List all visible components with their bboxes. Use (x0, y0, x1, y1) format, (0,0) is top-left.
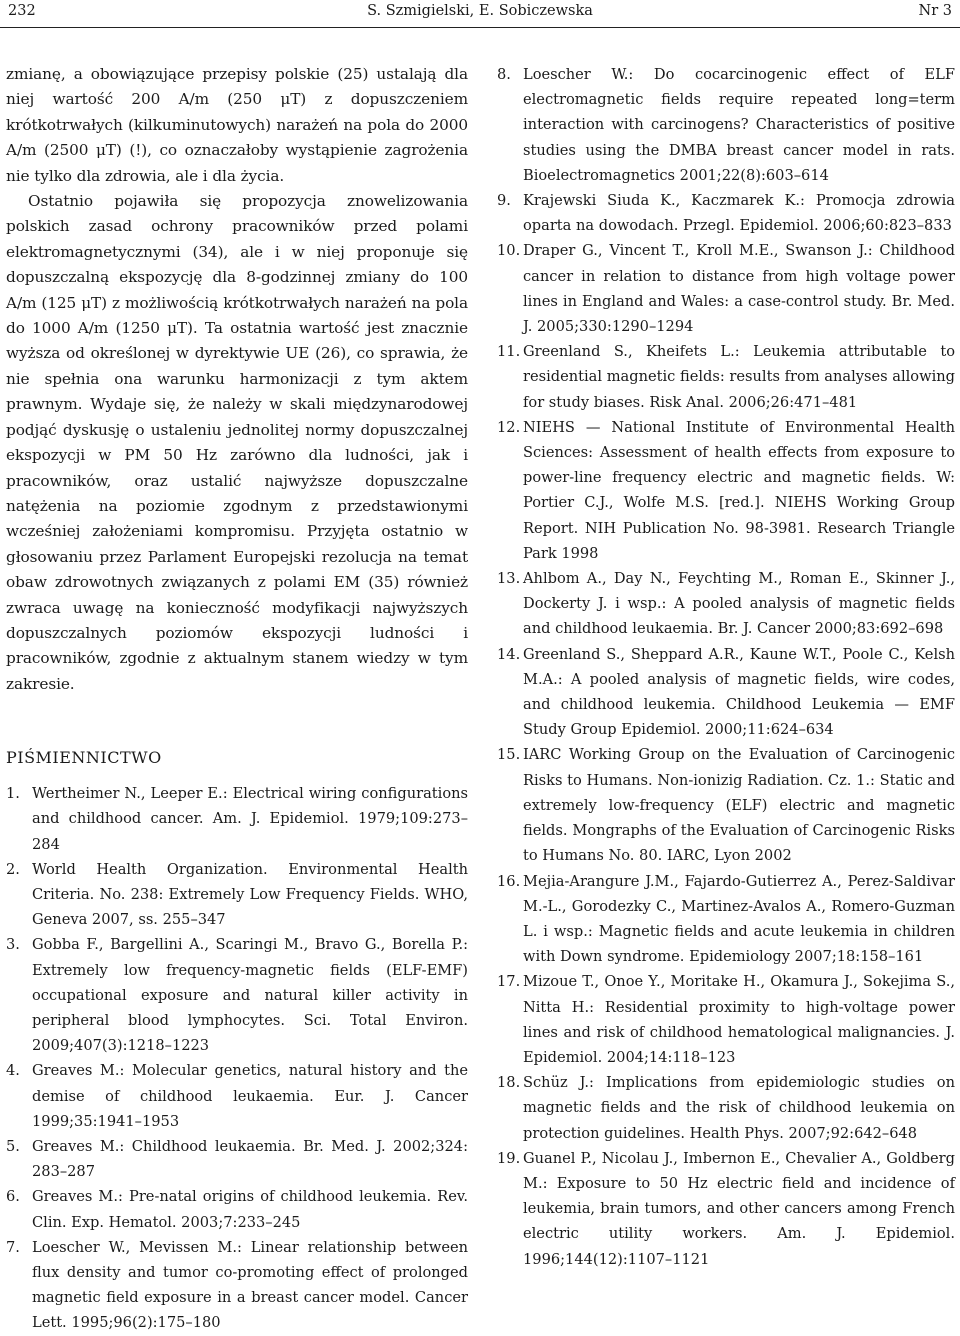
reference-number: 5. (6, 1138, 20, 1155)
running-header (8, 0, 952, 22)
reference-text: Loescher W.: Do cocarcinogenic effect of ELF electromagnetic fields require repeated long=term interaction with carcinogens? Characteristics of positive studies using the DMBA breast cancer model in rats. Bioelectromagnetics 2001;22(8):603–614 (523, 66, 955, 184)
reference-number: 8. (497, 66, 511, 83)
paragraph-1: zmianę, a obowiązujące przepisy polskie (25) ustalają dla niej wartość 200 A/m (250 μT) z dopuszczeniem krótkotrwałych (kilkuminutowych) narażeń na pola do 2000 A/m (2500 μT) (!), co oznaczałoby wystąpienie zagrożenia nie tylko dla zdrowia, ale i dla życia. (6, 65, 468, 185)
reference-item (6, 857, 468, 933)
reference-number: 2. (6, 860, 20, 878)
reference-text: Krajewski Siuda K., Kaczmarek K.: Promocja zdrowia oparta na dowodach. Przegl. Epidemiol. 2006;60:823–833 (523, 192, 955, 235)
reference-item (6, 1058, 468, 1134)
reference-number: 3. (6, 936, 20, 954)
reference-text: Mejia-Arangure J.M., Fajardo-Gutierrez A., Perez-Saldivar M.-L., Gorodezky C., Martinez-Avalos A., Romero-Guzman L. i wsp.: Magnetic fields and acute leukemia in children with Down syndrome. Epidemiology 2007;18:158–161 (523, 872, 955, 966)
reference-number: 18. (497, 1074, 521, 1092)
reference-item (497, 869, 955, 970)
reference-number: 7. (6, 1238, 20, 1256)
reference-item (497, 742, 955, 868)
reference-number: 16. (497, 872, 521, 890)
reference-number: 1. (6, 785, 20, 803)
reference-text: Greaves M.: Childhood leukaemia. Br. Med. J. 2002;324: 283–287 (32, 1138, 468, 1181)
reference-item (497, 415, 955, 566)
reference-text: Schüz J.: Implications from epidemiologic studies on magnetic fields and the risk of childhood leukemia on protection guidelines. Health Phys. 2007;92:642–648 (523, 1074, 955, 1142)
reference-number: 9. (497, 192, 511, 210)
reference-item (497, 339, 955, 415)
paragraph-2: Ostatnio pojawiła się propozycja znowelizowania polskich zasad ochrony pracowników przed polami elektromagnetycznymi (34), ale i w niej proponuje się dopuszczalną ekspozycję dla 8-godzinnej zmiany do 100 A/m (125 μT) z możliwością krótkotrwałych narażeń na pola do 1000 A/m (1250 μT). Ta ostatnia wartość jest znacznie wyższa od określonej w dyrektywie UE (26), co sprawia, że nie spełnia ona warunku harmonizacji z tym aktem prawnym. Wydaje się, że należy w skali międzynarodowej podjąć dyskusję o ustaleniu jednolitej normy dopuszczalnej ekspozycji w PM 50 Hz zarówno dla ludności, jak i pracowników, oraz ustalić najwyższe dopuszczalne natężenia na poziomie zgodnym z przedstawionymi wcześniej założeniami kompromisu. Przyjęta ostatnio w głosowaniu przez Parlament Europejski rezolucja na temat obaw zdrowotnych związanych z polami EM (35) również zwraca uwagę na konieczność modyfikacji najwyższych dopuszczalnych poziomów ekspozycji ludności i pracowników, zgodnie z aktualnym stanem wiedzy w tym zakresie. (6, 192, 468, 693)
reference-text: Greaves M.: Pre-natal origins of childhood leukemia. Rev. Clin. Exp. Hematol. 2003;7:233–245 (32, 1188, 468, 1231)
reference-number: 10. (497, 242, 521, 260)
header-issue: Nr 3 (918, 3, 952, 19)
reference-text: Greenland S., Sheppard A.R., Kaune W.T., Poole C., Kelsh M.A.: A pooled analysis of magnetic fields, wire codes, and childhood leukemia. Childhood Leukemia — EMF Study Group Epidemiol. 2000;11:624–634 (523, 645, 955, 739)
reference-item (6, 781, 468, 857)
reference-item (6, 1235, 468, 1336)
reference-text: Loescher W., Mevissen M.: Linear relationship between flux density and tumor co-promoting effect of prolonged magnetic field exposure in a breast cancer model. Cancer Lett. 1995;96(2):175–180 (32, 1238, 468, 1332)
reference-item (497, 238, 955, 339)
reference-text: Draper G., Vincent T., Kroll M.E., Swanson J.: Childhood cancer in relation to distance from high voltage power lines in England and Wales: a case-control study. Br. Med. J. 2005;330:1290–1294 (523, 242, 955, 336)
left-column (6, 62, 468, 1336)
reference-text: Wertheimer N., Leeper E.: Electrical wiring configurations and childhood cancer. Am. J. Epidemiol. 1979;109:273–284 (32, 785, 468, 853)
reference-item (497, 642, 955, 743)
reference-item (497, 62, 955, 188)
reference-item (497, 1146, 955, 1272)
reference-number: 11. (497, 343, 521, 361)
reference-number: 4. (6, 1062, 20, 1080)
reference-number: 15. (497, 746, 521, 764)
reference-item (497, 969, 955, 1070)
references-list-left (6, 781, 468, 1335)
reference-item (6, 932, 468, 1058)
right-column (497, 62, 955, 1272)
body-text (6, 62, 468, 697)
reference-text: Gobba F., Bargellini A., Scaringi M., Bravo G., Borella P.: Extremely low frequency-magnetic fields (ELF-EMF) occupational exposure and natural killer activity in peripheral blood lymphocytes. Sci. Total Environ. 2009;407(3):1218–1223 (32, 936, 468, 1055)
reference-item (6, 1184, 468, 1234)
reference-text: Mizoue T., Onoe Y., Moritake H., Okamura J., Sokejima S., Nitta H.: Residential proximity to high-voltage power lines and risk of childhood hematological malignancies. J. Epidemiol. 2004;14:118–123 (523, 973, 955, 1066)
page-number: 232 (8, 3, 36, 19)
reference-number: 12. (497, 418, 521, 436)
reference-number: 6. (6, 1188, 20, 1206)
reference-text: World Health Organization. Environmental Health Criteria. No. 238: Extremely Low Frequency Fields. WHO, Geneva 2007, ss. 255–347 (32, 860, 468, 929)
reference-number: 14. (497, 645, 521, 663)
reference-number: 13. (497, 570, 521, 588)
reference-text: Ahlbom A., Day N., Feychting M., Roman E., Skinner J., Dockerty J. i wsp.: A pooled analysis of magnetic fields and childhood leukaemia. Br. J. Cancer 2000;83:692–698 (523, 570, 955, 638)
reference-text: Greaves M.: Molecular genetics, natural history and the demise of childhood leukaemia. Eur. J. Cancer 1999;35:1941–1953 (32, 1062, 468, 1130)
reference-item (497, 1070, 955, 1146)
reference-text: Greenland S., Kheifets L.: Leukemia attributable to residential magnetic fields: results from analyses allowing for study biases. Risk Anal. 2006;26:471–481 (523, 343, 955, 411)
reference-item (497, 188, 955, 238)
header-rule (0, 27, 960, 28)
reference-item (497, 566, 955, 642)
reference-item (6, 1134, 468, 1184)
reference-text: IARC Working Group on the Evaluation of Carcinogenic Risks to Humans. Non-ionizig Radiation. Cz. 1.: Static and extremely low-frequency (ELF) electric and magnetic fields. Mongraphs of the Evaluation of Carcinogenic Risks to Humans No. 80. IARC, Lyon 2002 (523, 746, 955, 865)
reference-number: 17. (497, 973, 521, 991)
reference-text: Guanel P., Nicolau J., Imbernon E., Chevalier A., Goldberg M.: Exposure to 50 Hz electric field and incidence of leukemia, brain tumors, and other cancers among French electric utility workers. Am. J. Epidemiol. 1996;144(12):1107–1121 (523, 1149, 955, 1268)
reference-number: 19. (497, 1149, 521, 1167)
references-title: PIŚMIENNICTWO (6, 748, 162, 768)
reference-text: NIEHS — National Institute of Environmental Health Sciences: Assessment of health effects from exposure to power-line frequency electric and magnetic fields. W: Portier C.J., Wolfe M.S. [red.]. NIEHS Working Group Report. NIH Publication No. 98-3981. Research Triangle Park 1998 (523, 418, 955, 562)
references-list-right (497, 62, 955, 1272)
header-authors: S. Szmigielski, E. Sobiczewska (367, 3, 593, 19)
